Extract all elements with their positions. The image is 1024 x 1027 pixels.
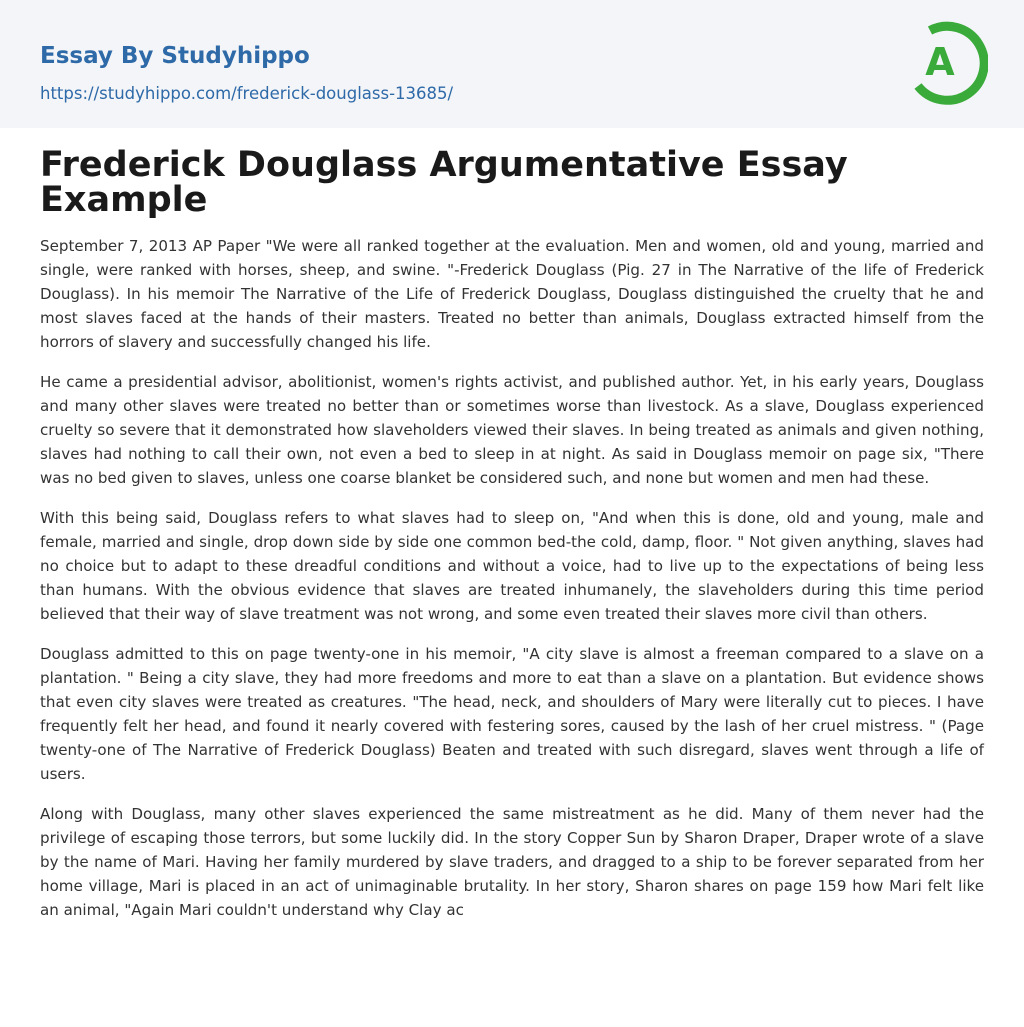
essay-body xyxy=(40,234,984,938)
source-url-link[interactable]: https://studyhippo.com/frederick-douglass-13685/ xyxy=(40,84,454,103)
site-brand[interactable]: Essay By Studyhippo xyxy=(40,43,310,69)
essay-paragraph: He came a presidential advisor, abolitionist, women's rights activist, and published author. Yet, in his early years, Douglass and many other slaves were treated no better than or sometimes worse than livestock. As a slave, Douglass experienced cruelty so severe that it demonstrated how slaveholders viewed their slaves. In being treated as animals and given nothing, slaves had nothing to call their own, not even a bed to sleep in at night. As said in Douglass memoir on page six, "There was no bed given to slaves, unless one coarse blanket be considered such, and none but women and men had these. xyxy=(40,373,984,487)
logo-letter: A xyxy=(925,40,955,84)
essay-paragraph: Douglass admitted to this on page twenty-one in his memoir, "A city slave is almost a freeman compared to a slave on a plantation. " Being a city slave, they had more freedoms and more to eat than a slave on a plantation. But evidence shows that even city slaves were treated as creatures. "The head, neck, and shoulders of Mary were literally cut to pieces. I have frequently felt her head, and found it nearly covered with festering sores, caused by the lash of her cruel mistress. " (Page twenty-one of The Narrative of Frederick Douglass) Beaten and treated with such disregard, slaves went through a life of users. xyxy=(40,645,984,783)
essay-paragraph: September 7, 2013 AP Paper "We were all ranked together at the evaluation. Men and women, old and young, married and single, were ranked with horses, sheep, and swine. "-Frederick Douglass (Pig. 27 in The Narrative of the life of Frederick Douglass). In his memoir The Narrative of the Life of Frederick Douglass, Douglass distinguished the cruelty that he and most slaves faced at the hands of their masters. Treated no better than animals, Douglass extracted himself from the horrors of slavery and successfully changed his life. xyxy=(40,237,984,351)
site-header xyxy=(0,0,1024,128)
essay-paragraph: Along with Douglass, many other slaves experienced the same mistreatment as he did. Many of them never had the privilege of escaping those terrors, but some luckily did. In the story Copper Sun by Sharon Draper, Draper wrote of a slave by the name of Mari. Having her family murdered by slave traders, and dragged to a ship to be forever separated from her home village, Mari is placed in an act of unimaginable brutality. In her story, Sharon shares on page 159 how Mari felt like an animal, "Again Mari couldn't understand why Clay ac xyxy=(40,805,984,919)
page-title: Frederick Douglass Argumentative Essay Example xyxy=(40,145,848,220)
essay-paragraph: With this being said, Douglass refers to what slaves had to sleep on, "And when this is done, old and young, male and female, married and single, drop down side by side one common bed-the cold, damp, floor. " Not given anything, slaves had no choice but to adapt to these dreadful conditions and without a voice, had to live up to the expectations of being less than humans. With the obvious evidence that slaves are treated inhumanely, the slaveholders during this time period believed that their way of slave treatment was not wrong, and some even treated their slaves more civil than others. xyxy=(40,509,984,623)
studyhippo-logo-icon[interactable] xyxy=(910,18,988,106)
